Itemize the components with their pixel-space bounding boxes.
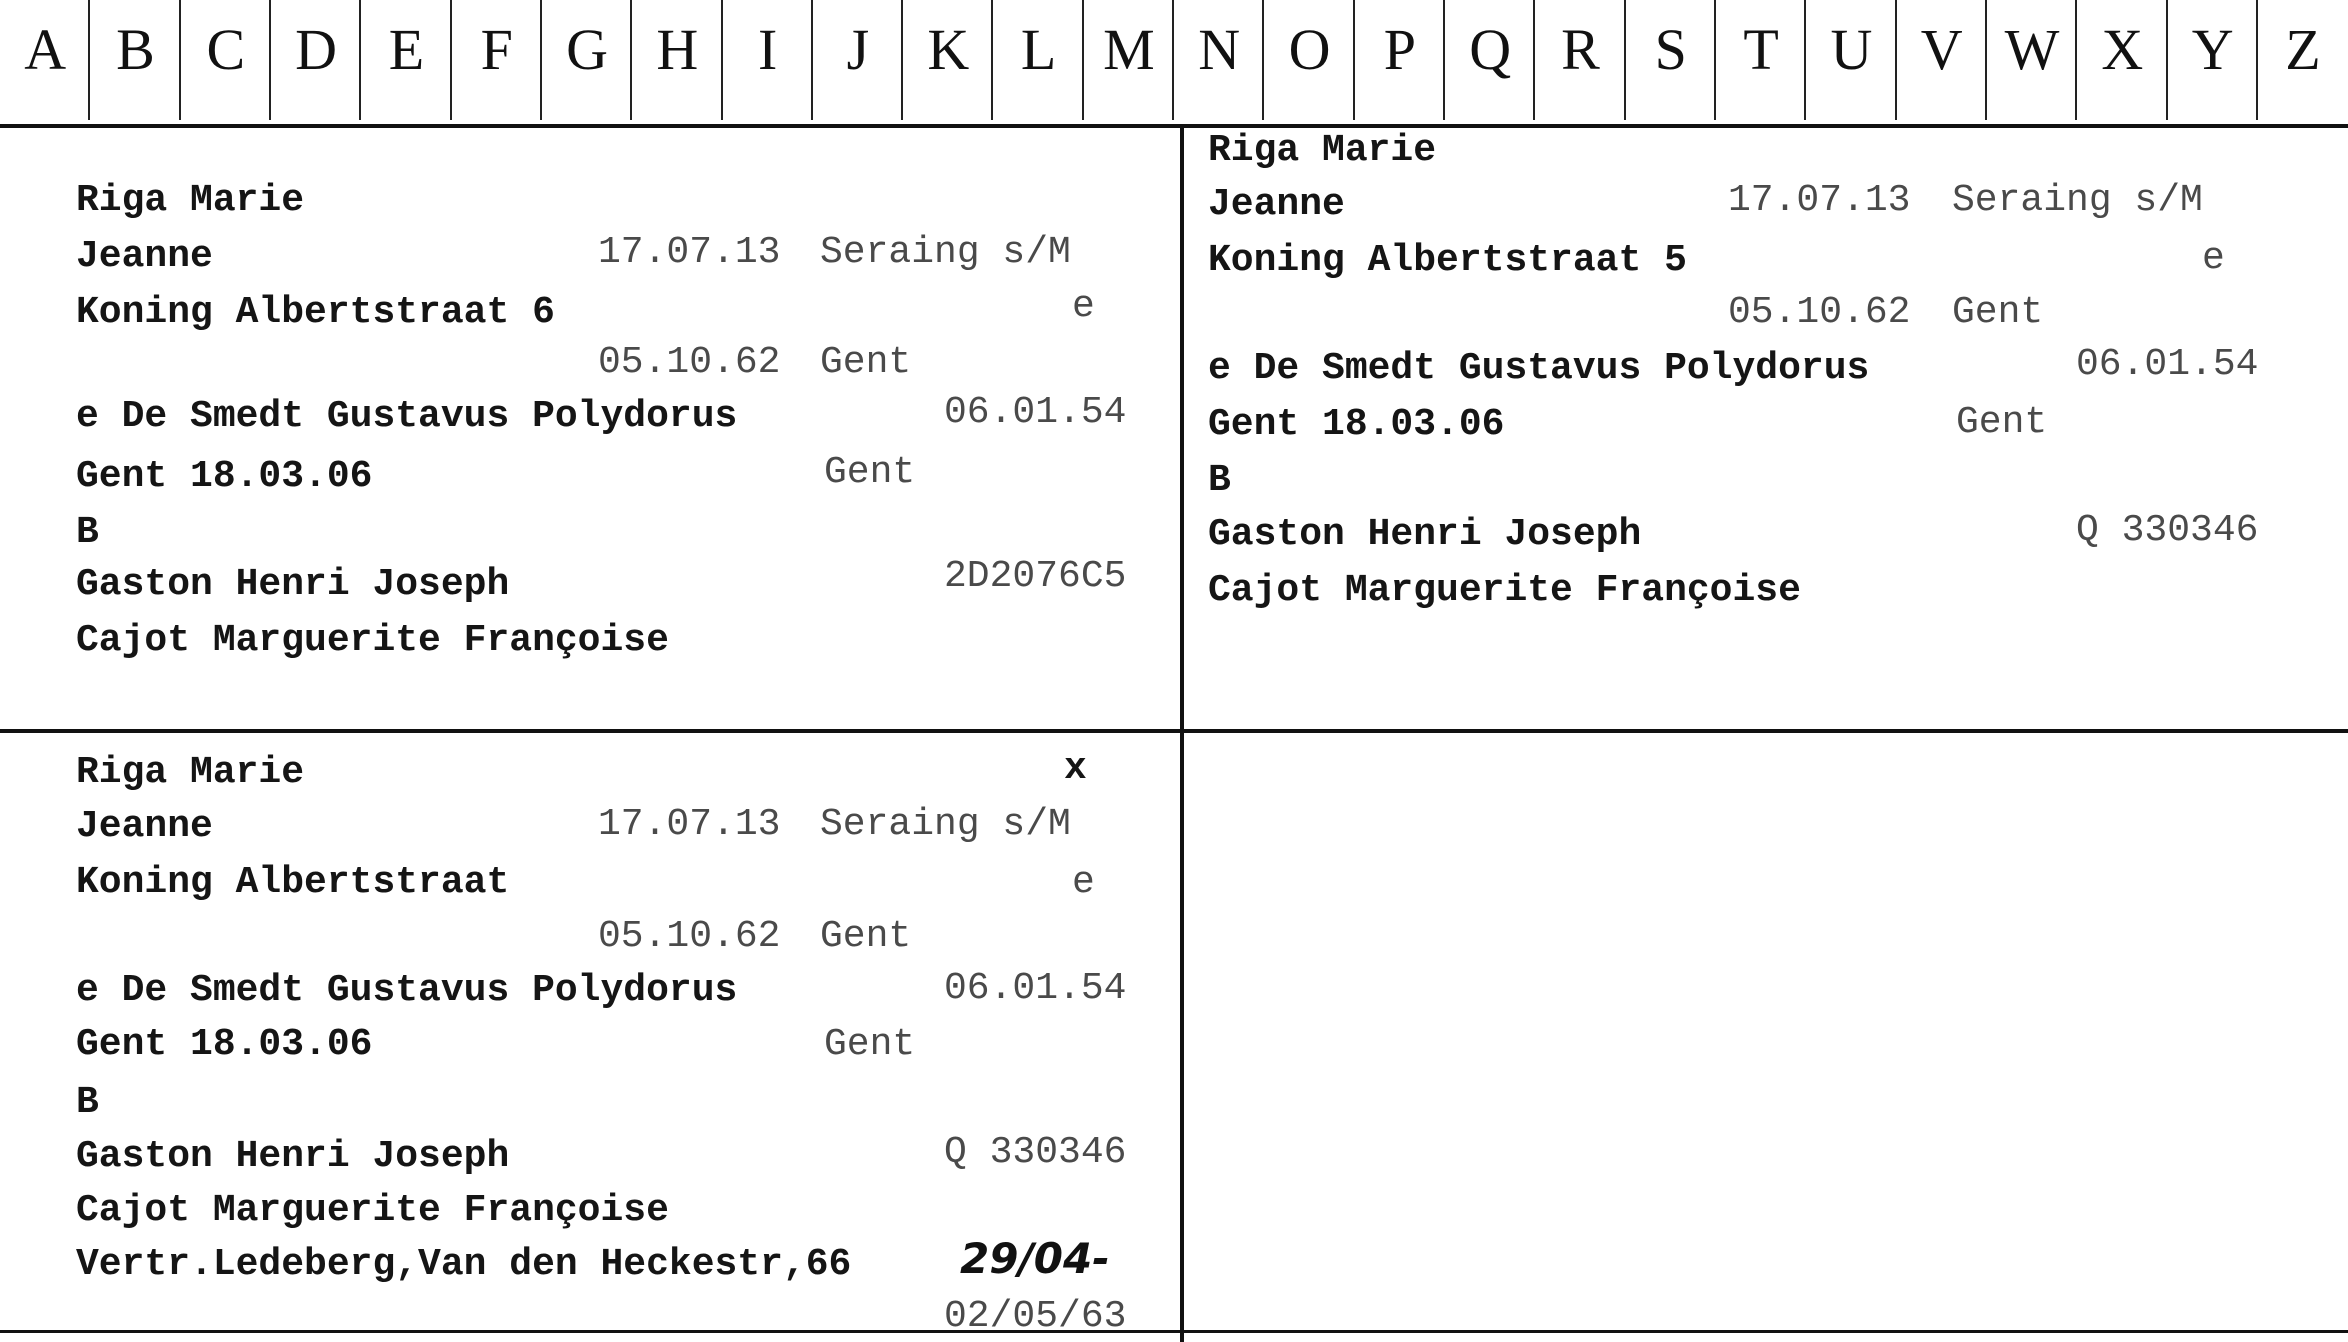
id-number: Q 330346 xyxy=(2076,509,2259,552)
spouse-place: Gent xyxy=(1956,401,2048,444)
index-letter-a: A xyxy=(0,0,90,124)
move-date-handwritten: 29/04- xyxy=(960,1234,1110,1283)
index-letter-b: B xyxy=(90,0,180,124)
index-letter-p: P xyxy=(1355,0,1445,124)
birth-date: 17.07.13 xyxy=(598,231,781,274)
index-letter-x: X xyxy=(2077,0,2167,124)
alphabet-index xyxy=(0,0,2348,128)
registration-date: 05.10.62 xyxy=(598,915,781,958)
index-letter-s: S xyxy=(1626,0,1716,124)
index-letter-j: J xyxy=(813,0,903,124)
index-letter-m: M xyxy=(1084,0,1174,124)
father-name: Gaston Henri Joseph xyxy=(1208,513,1642,556)
spouse-birth: Gent 18.03.06 xyxy=(1208,403,1505,446)
status-mark: e xyxy=(2202,237,2225,280)
index-letter-o: O xyxy=(1264,0,1354,124)
birth-place: Seraing s/M xyxy=(820,803,1071,846)
status-mark: e xyxy=(1072,285,1095,328)
index-letter-i: I xyxy=(723,0,813,124)
registration-place: Gent xyxy=(820,341,912,384)
index-letter-q: Q xyxy=(1445,0,1535,124)
mother-name: Cajot Marguerite Françoise xyxy=(76,619,669,662)
surname-first: Riga Marie xyxy=(76,751,305,794)
birth-date: 17.07.13 xyxy=(598,803,781,846)
registration-place: Gent xyxy=(820,915,912,958)
spouse-date: 06.01.54 xyxy=(944,967,1127,1010)
surname-first: Riga Marie xyxy=(76,179,305,222)
status-mark: e xyxy=(1072,861,1095,904)
father-name: Gaston Henri Joseph xyxy=(76,1135,510,1178)
spouse-date: 06.01.54 xyxy=(944,391,1127,434)
spouse-name: e De Smedt Gustavus Polydorus xyxy=(1208,347,1870,390)
birth-place: Seraing s/M xyxy=(820,231,1071,274)
street-address: Koning Albertstraat 6 xyxy=(76,291,555,334)
index-letter-y: Y xyxy=(2168,0,2258,124)
index-letter-g: G xyxy=(542,0,632,124)
index-letter-n: N xyxy=(1174,0,1264,124)
horizontal-divider xyxy=(0,729,2348,733)
vertical-divider xyxy=(1180,128,1184,1342)
street-address: Koning Albertstraat xyxy=(76,861,510,904)
index-letter-z: Z xyxy=(2285,17,2321,82)
index-letter-t: T xyxy=(1716,0,1806,124)
spouse-name: e De Smedt Gustavus Polydorus xyxy=(76,969,738,1012)
registration-place: Gent xyxy=(1952,291,2044,334)
registration-date: 05.10.62 xyxy=(1728,291,1911,334)
index-letter-d: D xyxy=(271,0,361,124)
status-code: B xyxy=(1208,459,1231,502)
id-number: 2D2076C5 xyxy=(944,555,1127,598)
move-address: Vertr.Ledeberg,Van den Heckestr,66 xyxy=(76,1243,852,1286)
surname-first: Riga Marie xyxy=(1208,129,1437,172)
spouse-name: e De Smedt Gustavus Polydorus xyxy=(76,395,738,438)
status-code: B xyxy=(76,511,99,554)
index-letter-c: C xyxy=(181,0,271,124)
index-letter-w: W xyxy=(1987,0,2077,124)
index-letter-h: H xyxy=(632,0,722,124)
mother-name: Cajot Marguerite Françoise xyxy=(1208,569,1801,612)
index-letter-u: U xyxy=(1806,0,1896,124)
id-number: Q 330346 xyxy=(944,1131,1127,1174)
index-letter-f: F xyxy=(452,0,542,124)
index-letter-l: L xyxy=(993,0,1083,124)
spouse-date: 06.01.54 xyxy=(2076,343,2259,386)
birth-place: Seraing s/M xyxy=(1952,179,2203,222)
index-letter-v: V xyxy=(1897,0,1987,124)
street-address: Koning Albertstraat 5 xyxy=(1208,239,1687,282)
move-date-stamp: 02/05/63 xyxy=(944,1295,1127,1338)
birth-date: 17.07.13 xyxy=(1728,179,1911,222)
given-name: Jeanne xyxy=(76,805,213,848)
given-name: Jeanne xyxy=(1208,183,1345,226)
x-mark: x xyxy=(1064,747,1087,790)
index-letter-e: E xyxy=(361,0,451,124)
registration-date: 05.10.62 xyxy=(598,341,781,384)
mother-name: Cajot Marguerite Françoise xyxy=(76,1189,669,1232)
index-letter-k: K xyxy=(903,0,993,124)
spouse-place: Gent xyxy=(824,1023,916,1066)
spouse-place: Gent xyxy=(824,451,916,494)
given-name: Jeanne xyxy=(76,235,213,278)
status-code: B xyxy=(76,1081,99,1124)
bottom-divider xyxy=(0,1330,2348,1333)
father-name: Gaston Henri Joseph xyxy=(76,563,510,606)
spouse-birth: Gent 18.03.06 xyxy=(76,1023,373,1066)
spouse-birth: Gent 18.03.06 xyxy=(76,455,373,498)
index-letter-r: R xyxy=(1535,0,1625,124)
